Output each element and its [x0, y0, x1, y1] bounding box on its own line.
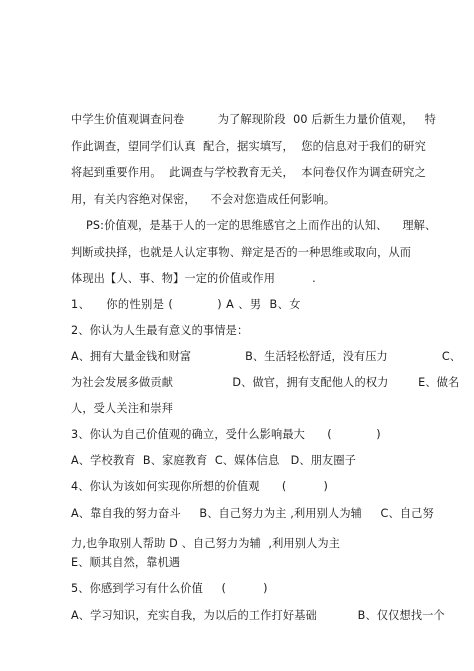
question-4-options: 力,也争取别人帮助 D 、自己努力为辅 ,利用别人为主: [71, 537, 341, 550]
question-1: 1、 你的性别是 ( ) A 、男 B、女: [71, 298, 301, 311]
question-2-options: 人，受人关注和崇拜: [71, 402, 174, 415]
ps-text-line: 判断或抉择，也就是人认定事物、辩定是否的一种思维或取向，从而: [71, 246, 412, 259]
intro-text-line: 将起到重要作用。 此调查与学校教育无关， 本问卷仅作为调查研究之: [71, 166, 426, 179]
question-3: 3、你认为自己价值观的确立，受什么影响最大 ( ): [71, 428, 381, 441]
question-2-options: A、拥有大量金钱和财富 B、生活轻松舒适，没有压力 C、: [71, 350, 461, 363]
question-3-options: A、学校教育 B、家庭教育 C、媒体信息 D、朋友圈子: [71, 454, 357, 467]
question-2-options: 为社会发展多做贡献 D、做官，拥有支配他人的权力 E、做名: [71, 376, 460, 389]
question-5-options: A、学习知识，充实自我，为以后的工作打好基础 B、仅仅想找一个: [71, 609, 445, 622]
question-4-options: A、靠自我的努力奋斗 B、自己努力为主 ,利用别人为辅 C、自己努: [71, 507, 434, 520]
question-4-options: E、顺其自然，靠机遇: [71, 556, 181, 569]
question-2: 2、你认为人生最有意义的事情是：: [71, 324, 249, 337]
intro-title-line: 中学生价值观调查问卷 为了解现阶段 00 后新生力量价值观， 特: [71, 113, 436, 126]
question-4: 4、你认为该如何实现你所想的价值观 ( ): [71, 480, 328, 493]
question-5: 5、你感到学习有什么价值 ( ): [71, 582, 268, 595]
intro-text-line: 作此调查，望同学们认真 配合，据实填写， 您的信息对于我们的研究: [71, 140, 426, 153]
ps-text-line: 体现出【人、事、物】一定的价值或作用 .: [71, 272, 316, 285]
ps-text-line: PS:价值观，是基于人的一定的思维感官之上而作出的认知、 理解、: [86, 219, 437, 232]
intro-text-line: 用，有关内容绝对保密， 不会对您造成任何影响。: [71, 193, 336, 206]
